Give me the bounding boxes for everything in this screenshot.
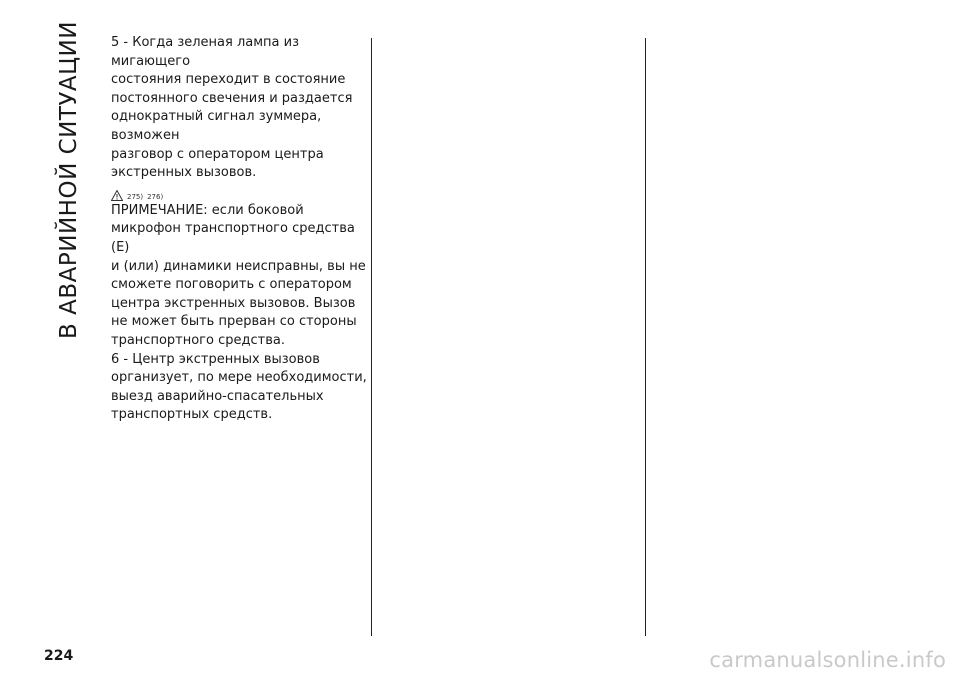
section-title-vertical — [52, 21, 86, 339]
column-divider-left — [371, 38, 372, 636]
page-number: 224 — [44, 648, 74, 664]
section-title: В АВАРИЙНОЙ СИТУАЦИИ — [56, 21, 82, 339]
step-6-paragraph: 6 - Центр экстренных вызовов организует, по мере необходимости, выезд аварийно-спасательных транспортных средств. — [111, 351, 367, 423]
note-paragraph: ПРИМЕЧАНИЕ: если боковой микрофон транспортного средства (E) и (или) динамики неисправны, вы не сможете поговорить с оператором центра экстренных вызовов. Вызов не может быть прерван со стороны транспортного средства. — [111, 202, 366, 348]
warning-ref-275: 275) — [127, 192, 144, 201]
step-5-paragraph: 5 - Когда зеленая лампа из мигающего состояния переходит в состояние постоянного свечения и раздается однократный сигнал зуммера, возможен разговор с оператором центра экстренных вызовов. — [111, 35, 353, 181]
warning-references — [111, 185, 367, 201]
column-divider-right — [645, 38, 646, 636]
warning-triangle-icon — [111, 190, 123, 201]
watermark: carmanualsonline.info — [709, 648, 946, 672]
warning-ref-276: 276) — [147, 192, 164, 201]
text-column — [111, 34, 367, 425]
